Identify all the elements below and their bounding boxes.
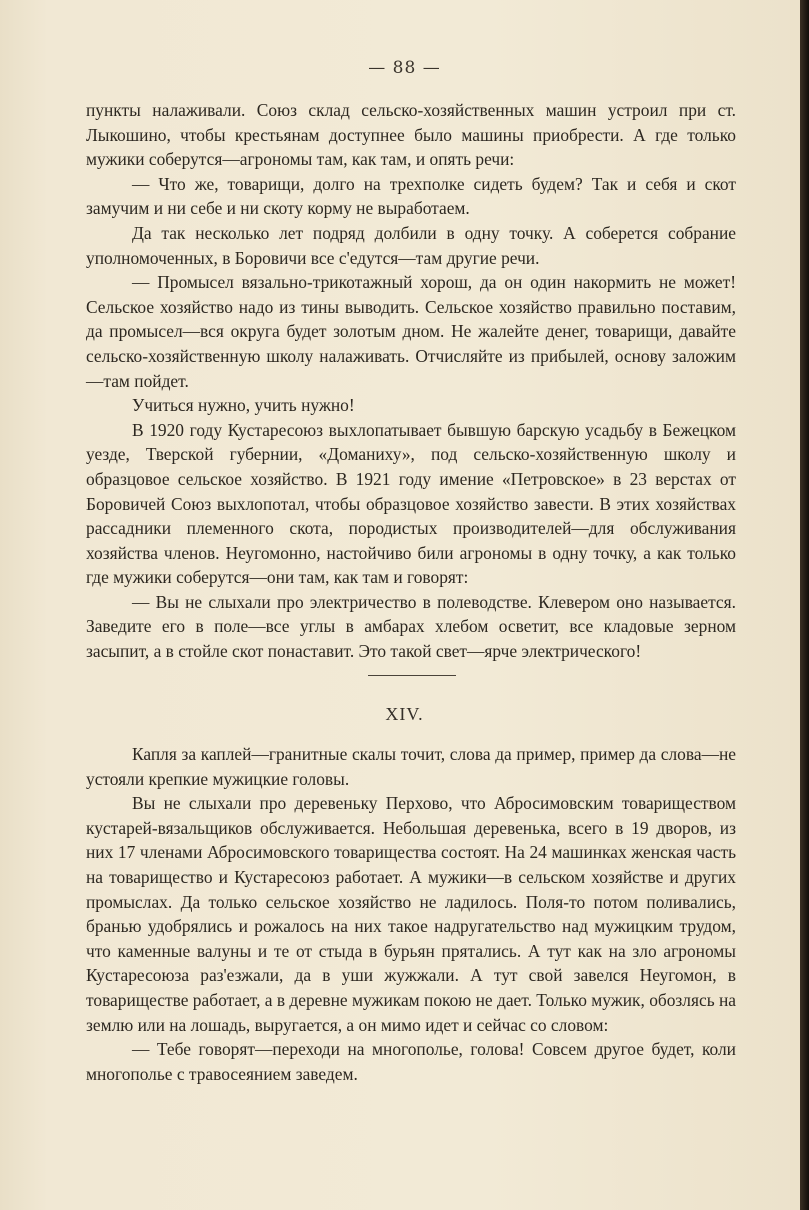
section-divider xyxy=(368,675,456,676)
page-number: — 88 — xyxy=(368,58,441,78)
paragraph: В 1920 году Кустаресоюз выхлопатывает бывшую барскую усадьбу в Бежецком уезде, Тверской губернии, «Доманиху», под сельско-хозяйственную школу и образцовое сельское хозяйство. В 1921 году имение «Петровское» в 23 верстах от Боровичей Союз выхлопотал, чтобы образцовое хозяйство завести. В этих хозяйствах рассадники племенного скота, породистых производителей—для обслуживания хозяйства членов. Неугомонно, настойчиво били агрономы в одну точку, а как только где мужики соберутся—они там, как там и говорят: xyxy=(86,419,736,588)
paragraph: Да так несколько лет подряд долбили в одну точку. А соберется собрание уполномоченных, в Боровичи все с'едутся—там другие речи. xyxy=(86,222,736,268)
paragraph: Вы не слыхали про деревеньку Перхово, что Абросимовским товариществом кустарей-вязальщиков обслуживается. Небольшая деревенька, всего в 19 дворов, из них 17 членами Абросимовского товарищества состоят. На 24 машинках женская часть на товарищество и Кустаресоюз работает. А мужики—в сельском хозяйстве и других промыслах. Да только сельское хозяйство не ладилось. Поля-то потом поливались, бранью удобрялись и рожалось на них такое надругательство над мужицким трудом, что каменные валуны и те от стыда в бурьян прятались. А тут как на зло агрономы Кустаресоюза раз'езжали, да в уши жужжали. А тут свой завелся Неугомон, в товариществе работает, а в деревне мужикам покою не дает. Только мужик, обозлясь на землю или на лошадь, выругается, а он мимо идет и сейчас со словом: xyxy=(86,793,737,1035)
paragraph: Учиться нужно, учить нужно! xyxy=(132,395,355,416)
paragraph: — Тебе говорят—переходи на многополье, голова! Совсем другое будет, коли многополье с травосеянием заведем. xyxy=(86,1039,736,1084)
book-spine-edge xyxy=(800,0,809,1210)
paragraph: пункты налаживали. Союз склад сельско-хозяйственных машин устроил при ст. Лыкошино, чтобы крестьянам доступнее было машины приобрести. А где только мужики соберутся—агрономы там, как там, и опять речи: xyxy=(86,100,736,170)
text-block-part-two xyxy=(86,742,736,1086)
paragraph: — Вы не слыхали про электричество в полеводстве. Клевером оно называется. Заведите его в поле—все углы в амбарах хлебом осветит, все кладовые зерном засыпит, а в стойле скот понаставит. Это такой свет—ярче электрического! xyxy=(86,591,736,662)
section-heading: XIV. xyxy=(385,704,424,724)
paragraph: Капля за каплей—гранитные скалы точит, слова да пример, пример да слова—не устояли крепкие мужицкие головы. xyxy=(86,744,736,789)
paragraph: — Промысел вязально-трикотажный хорош, да он один накормить не может! Сельское хозяйство надо из тины выводить. Сельское хозяйство правильно поставим, да промысел—вся округа будет золотым дном. Не жалейте денег, товарищи, давайте сельско-хозяйственную школу налаживать. Отчисляйте из прибылей, основу заложим—там пойдет. xyxy=(86,272,736,391)
paragraph: — Что же, товарищи, долго на трехполке сидеть будем? Так и себя и скот замучим и ни себе и ни скоту корму не выработаем. xyxy=(86,173,736,219)
text-block-part-one xyxy=(86,98,736,664)
